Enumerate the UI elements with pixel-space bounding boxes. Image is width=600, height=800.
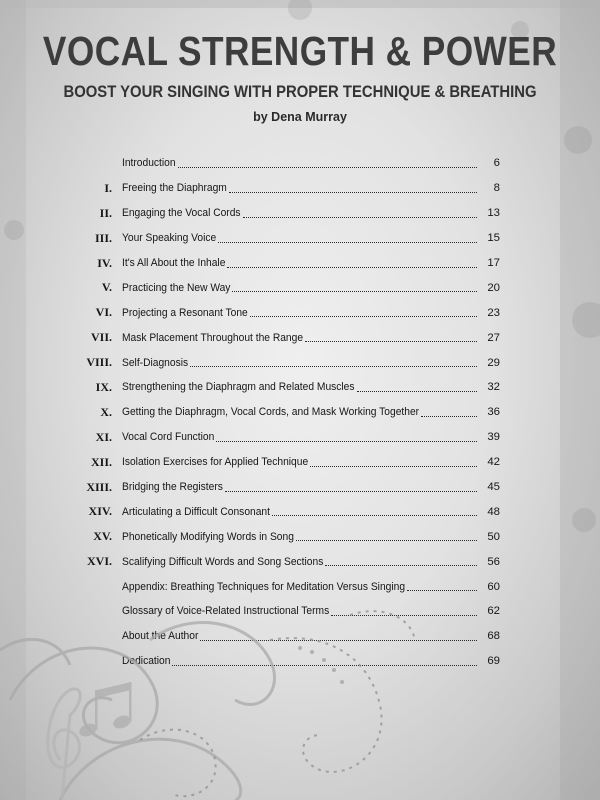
toc-dot-leader	[190, 366, 477, 367]
toc-chapter-title: Mask Placement Throughout the Range	[122, 331, 304, 344]
toc-dot-leader	[229, 192, 477, 193]
toc-chapter-title: It's All About the Inhale	[122, 257, 226, 269]
toc-row	[60, 275, 500, 300]
toc-chapter-title: Dedication	[122, 655, 171, 668]
book-title: VOCAL STRENGTH & POWER	[42, 28, 558, 74]
toc-chapter-title: Isolation Exercises for Applied Technique	[122, 456, 309, 469]
toc-row	[60, 251, 500, 276]
toc-chapter-title: Bridging the Registers	[122, 481, 223, 494]
toc-page-number: 13	[487, 207, 500, 220]
toc-chapter-title: Getting the Diaphragm, Vocal Cords, and Mask Working Together	[122, 406, 420, 419]
toc-row	[60, 400, 500, 425]
toc-chapter-title: Articulating a Difficult Consonant	[122, 505, 270, 518]
author-byline: by Dena Murray	[253, 110, 347, 124]
toc-row	[60, 176, 500, 201]
toc-page-number: 27	[487, 331, 500, 344]
toc-dot-leader	[232, 291, 477, 292]
toc-row	[60, 325, 500, 350]
toc-chapter-title: Engaging the Vocal Cords	[122, 207, 241, 220]
toc-row	[60, 375, 500, 400]
toc-chapter-number: XV.	[93, 529, 112, 544]
toc-page-number: 32	[487, 381, 500, 394]
toc-chapter-number: IV.	[97, 255, 112, 270]
toc-page-number: 8	[493, 182, 500, 195]
toc-dot-leader	[172, 665, 477, 666]
toc-chapter-title: Your Speaking Voice	[122, 232, 217, 245]
toc-page-number: 60	[487, 580, 500, 593]
toc-dot-leader	[243, 217, 477, 218]
music-note-icon	[77, 682, 132, 739]
toc-chapter-number: VII.	[90, 330, 112, 345]
toc-row	[60, 201, 500, 226]
toc-page-number: 42	[487, 456, 500, 469]
toc-page-number: 68	[487, 630, 500, 643]
toc-row	[60, 226, 500, 251]
toc-page-number: 50	[487, 530, 500, 543]
toc-page-number: 20	[487, 281, 500, 294]
toc-chapter-title: Practicing the New Way	[122, 281, 231, 294]
toc-row	[60, 499, 500, 524]
toc-dot-leader	[305, 341, 477, 342]
toc-chapter-number: XI.	[95, 429, 112, 444]
toc-chapter-title: Introduction	[122, 157, 176, 170]
toc-row	[60, 624, 500, 649]
toc-chapter-title: Projecting a Resonant Tone	[122, 306, 248, 319]
toc-dot-leader	[310, 466, 477, 467]
toc-dot-leader	[250, 316, 477, 317]
toc-chapter-number: XIII.	[86, 479, 112, 494]
toc-page-number: 39	[487, 431, 500, 444]
toc-page-number: 36	[487, 406, 500, 419]
toc-chapter-title: Phonetically Modifying Words in Song	[122, 530, 294, 543]
toc-page-number: 69	[487, 655, 500, 668]
toc-page-number: 23	[487, 306, 500, 319]
toc-dot-leader	[200, 640, 477, 641]
toc-chapter-number: III.	[94, 230, 112, 245]
toc-chapter-title: About the Author	[122, 630, 199, 643]
treble-clef-icon	[48, 689, 80, 800]
toc-dot-leader	[227, 267, 477, 268]
toc-page-number: 56	[487, 555, 500, 568]
toc-row	[60, 475, 500, 500]
toc-row	[60, 549, 500, 574]
toc-chapter-number: V.	[101, 280, 112, 295]
toc-chapter-title: Self-Diagnosis	[122, 356, 189, 369]
toc-chapter-number: XII.	[90, 454, 112, 469]
toc-chapter-title: Freeing the Diaphragm	[122, 182, 227, 195]
toc-page-number: 45	[487, 481, 500, 494]
book-subtitle: BOOST YOUR SINGING WITH PROPER TECHNIQUE & BREATHING	[63, 83, 537, 101]
toc-chapter-number: VI.	[95, 305, 112, 320]
toc-chapter-title: Strengthening the Diaphragm and Related Muscles	[122, 381, 355, 394]
toc-dot-leader	[218, 242, 477, 243]
toc-row	[60, 350, 500, 375]
table-of-contents	[60, 151, 500, 674]
toc-dot-leader	[296, 540, 477, 541]
toc-chapter-number: IX.	[95, 379, 112, 394]
toc-row	[60, 649, 500, 674]
toc-dot-leader	[272, 515, 477, 516]
toc-chapter-number: XVI.	[86, 554, 112, 569]
toc-page-number: 48	[487, 505, 500, 518]
toc-chapter-number: II.	[99, 205, 112, 220]
toc-chapter-number: X.	[100, 404, 112, 419]
toc-page-number: 15	[487, 232, 500, 245]
toc-row	[60, 151, 500, 176]
toc-dot-leader	[178, 167, 477, 168]
toc-chapter-number: XIV.	[88, 504, 112, 519]
toc-chapter-title: Appendix: Breathing Techniques for Meditation Versus Singing	[122, 580, 406, 593]
toc-row	[60, 599, 500, 624]
toc-dot-leader	[331, 615, 477, 616]
toc-page-number: 17	[487, 257, 500, 269]
toc-page-number: 62	[487, 605, 500, 618]
toc-dot-leader	[357, 391, 478, 392]
toc-row	[60, 450, 500, 475]
toc-row	[60, 574, 500, 599]
toc-chapter-title: Glossary of Voice-Related Instructional Terms	[122, 605, 330, 618]
toc-dot-leader	[216, 441, 477, 442]
toc-dot-leader	[225, 491, 477, 492]
toc-dot-leader	[421, 416, 477, 417]
toc-dot-leader	[407, 590, 477, 591]
toc-dot-leader	[325, 565, 477, 566]
toc-row	[60, 300, 500, 325]
toc-chapter-number: I.	[104, 180, 112, 195]
toc-row	[60, 425, 500, 450]
toc-chapter-title: Vocal Cord Function	[122, 431, 215, 444]
toc-row	[60, 524, 500, 549]
toc-page-number: 6	[493, 157, 500, 170]
toc-chapter-number: VIII.	[86, 355, 112, 370]
toc-page-number: 29	[487, 356, 500, 369]
toc-chapter-title: Scalifying Difficult Words and Song Sections	[122, 555, 324, 568]
